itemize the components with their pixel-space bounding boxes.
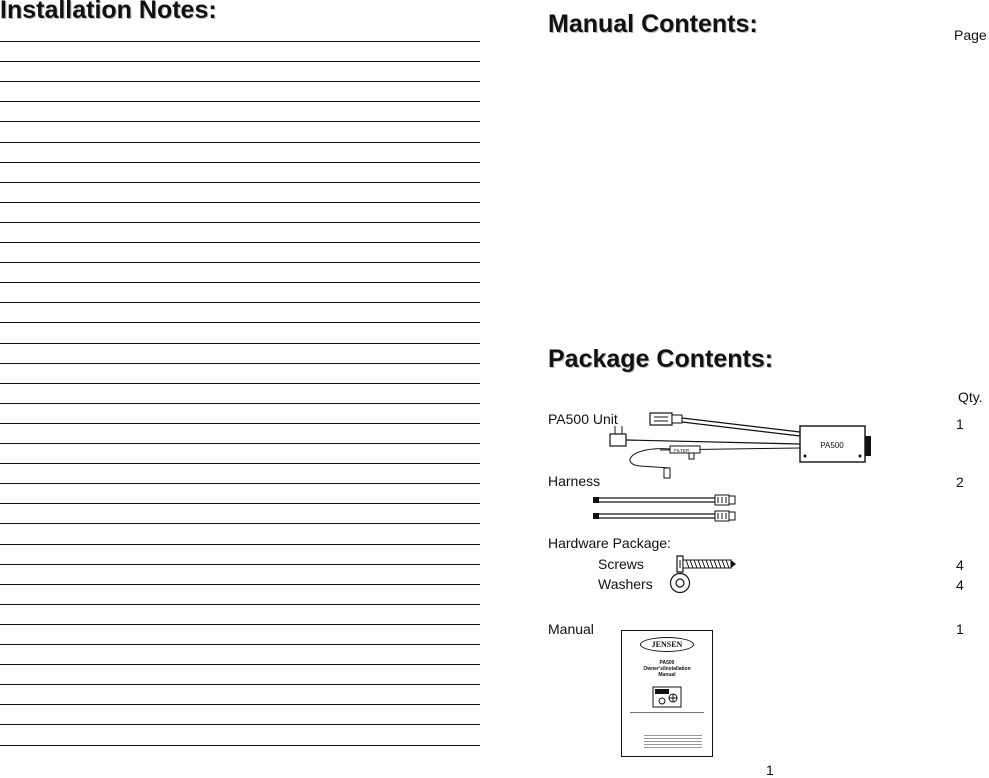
- note-line: [0, 724, 480, 725]
- note-line: [0, 302, 480, 303]
- item-washers-label: Washers: [598, 576, 653, 592]
- note-line: [0, 322, 480, 323]
- note-line: [0, 544, 480, 545]
- note-line: [0, 664, 480, 665]
- manual-cover-title-line-3: Manual: [658, 672, 676, 678]
- note-line: [0, 182, 480, 183]
- note-line: [0, 704, 480, 705]
- item-washers-qty: 4: [956, 577, 964, 593]
- note-line: [0, 684, 480, 685]
- note-line: [0, 584, 480, 585]
- note-line: [0, 343, 480, 344]
- manual-cover-illustration: [621, 630, 713, 757]
- item-screws-label: Screws: [598, 556, 644, 572]
- note-line: [0, 423, 480, 424]
- note-line: [0, 363, 480, 364]
- note-line: [0, 403, 480, 404]
- manual-cover-title-line-1: PA500: [659, 660, 675, 666]
- item-unit-qty: 1: [956, 416, 964, 432]
- note-line: [0, 644, 480, 645]
- item-screws-qty: 4: [956, 557, 964, 573]
- note-line: [0, 503, 480, 504]
- jensen-logo: JENSEN: [640, 637, 694, 652]
- pa500-unit-illustration: [590, 408, 890, 483]
- note-line: [0, 61, 480, 62]
- note-line: [0, 242, 480, 243]
- note-line: [0, 222, 480, 223]
- svg-text:FILTER: FILTER: [674, 448, 690, 453]
- note-line: [0, 745, 480, 746]
- note-line: [0, 443, 480, 444]
- device-label: PA500: [820, 441, 844, 450]
- installation-notes-title: Installation Notes:: [0, 0, 217, 24]
- manual-cover-title-line-2: Owner's/Installation: [643, 666, 691, 672]
- screw-icon: [676, 555, 738, 573]
- page-column-header: Page: [954, 27, 987, 43]
- item-harness-qty: 2: [956, 474, 964, 490]
- note-line: [0, 624, 480, 625]
- item-hardware-label: Hardware Package:: [548, 535, 671, 551]
- note-line: [0, 101, 480, 102]
- note-line: [0, 463, 480, 464]
- package-contents-title: Package Contents:: [548, 345, 774, 373]
- qty-column-header: Qty.: [958, 389, 983, 405]
- note-line: [0, 262, 480, 263]
- note-line: [0, 282, 480, 283]
- item-harness-label: Harness: [548, 473, 601, 489]
- note-line: [0, 202, 480, 203]
- note-line: [0, 564, 480, 565]
- manual-cover-title: [622, 660, 712, 678]
- note-line: [0, 142, 480, 143]
- manual-cover-device-icon: [652, 686, 682, 708]
- note-line: [0, 162, 480, 163]
- washer-icon: [669, 572, 691, 594]
- note-line: [0, 483, 480, 484]
- note-line: [0, 81, 480, 82]
- item-unit-label: PA500 Unit: [548, 411, 618, 427]
- manual-cover-fineprint: [644, 735, 702, 749]
- manual-contents-title: Manual Contents:: [548, 10, 758, 38]
- note-line: [0, 604, 480, 605]
- item-manual-label: Manual: [548, 621, 594, 637]
- item-manual-qty: 1: [956, 621, 964, 637]
- harness-illustration: [593, 494, 743, 526]
- note-line: [0, 523, 480, 524]
- note-line: [0, 121, 480, 122]
- note-line: [0, 383, 480, 384]
- note-line: [0, 41, 480, 42]
- page-number: 1: [766, 762, 774, 778]
- manual-cover-text-line: [630, 712, 704, 713]
